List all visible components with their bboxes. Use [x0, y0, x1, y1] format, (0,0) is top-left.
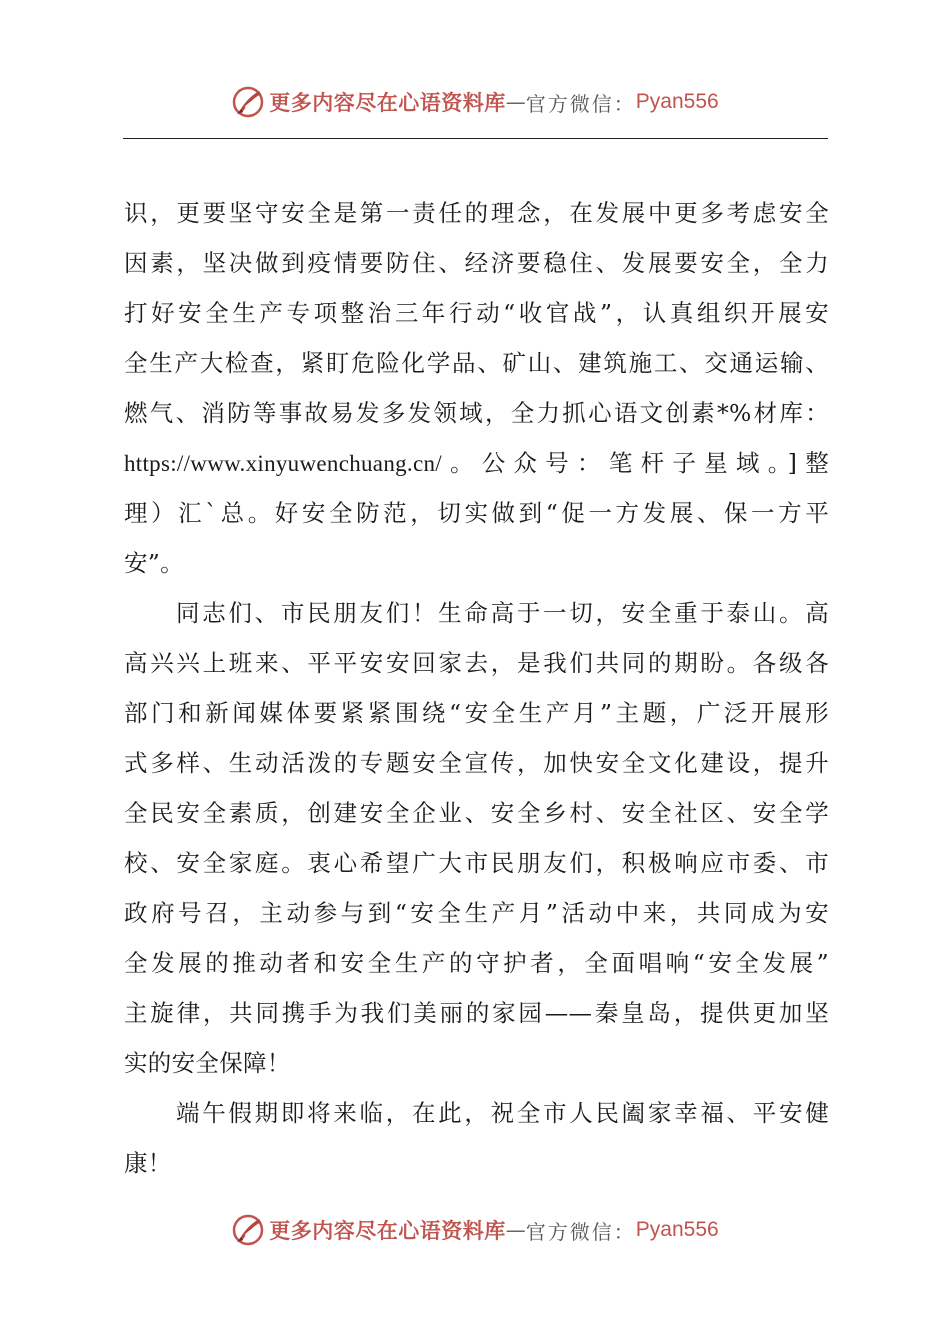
footer-brand-text: 更多内容尽在心语资料库: [269, 1218, 506, 1243]
body-line: 全发展的推动者和安全生产的守护者，全面唱响“安全发展”: [124, 949, 829, 977]
header-wechat-id: Pyan556: [635, 90, 719, 113]
body-line: 高兴兴上班来、平平安安回家去，是我们共同的期盼。各级各: [124, 649, 829, 677]
footer-banner: [0, 1208, 950, 1252]
body-line-with-url: [124, 438, 829, 488]
body-line: 全生产大检查，紧盯危险化学品、矿山、建筑施工、交通运输、: [124, 349, 829, 377]
body-line: 识，更要坚守安全是第一责任的理念，在发展中更多考虑安全: [124, 199, 829, 227]
body-line: 因素，坚决做到疫情要防住、经济要稳住、发展要安全，全力: [124, 249, 829, 277]
body-line-tail: 。公众号：笔杆子星域。]整: [441, 449, 829, 477]
header-divider: [123, 138, 828, 139]
body-line: 校、安全家庭。衷心希望广大市民朋友们，积极响应市委、市: [124, 849, 829, 877]
body-line: 主旋律，共同携手为我们美丽的家园——秦皇岛，提供更加坚: [124, 999, 829, 1027]
body-line: 燃气、消防等事故易发多发领域，全力抓心语文创素*%材库：: [124, 399, 829, 427]
pen-logo-icon: [231, 1213, 265, 1247]
paragraph-start: 同志们、市民朋友们！生命高于一切，安全重于泰山。高: [176, 599, 829, 627]
footer-separator: —: [505, 1218, 526, 1242]
body-line: 全民安全素质，创建安全企业、安全乡村、安全社区、安全学: [124, 799, 829, 827]
paragraph-start: 端午假期即将来临，在此，祝全市人民阖家幸福、平安健: [176, 1099, 829, 1127]
body-line: 政府号召，主动参与到“安全生产月”活动中来，共同成为安: [124, 899, 829, 927]
footer-wechat-label: 官方微信：: [525, 1219, 636, 1244]
footer-wechat-id: Pyan556: [635, 1218, 719, 1241]
body-line: 康！: [124, 1149, 172, 1177]
header-brand-text: 更多内容尽在心语资料库: [269, 90, 506, 115]
body-line: 部门和新闻媒体要紧紧围绕“安全生产月”主题，广泛开展形: [124, 699, 829, 727]
header-banner: [0, 80, 950, 124]
body-line: 实的安全保障！: [124, 1049, 291, 1077]
body-line: 安”。: [124, 549, 184, 577]
body-line: 式多样、生动活泼的专题安全宣传，加快安全文化建设，提升: [124, 749, 829, 777]
pen-logo-icon: [231, 85, 265, 119]
document-body: [124, 188, 829, 1188]
header-separator: —: [505, 90, 526, 114]
header-wechat-label: 官方微信：: [525, 91, 636, 116]
website-url[interactable]: https://www.xinyuwenchuang.cn/: [124, 451, 442, 476]
body-line: 理）汇`总。好安全防范，切实做到“促一方发展、保一方平: [124, 499, 829, 527]
body-line: 打好安全生产专项整治三年行动“收官战”，认真组织开展安: [124, 299, 829, 327]
